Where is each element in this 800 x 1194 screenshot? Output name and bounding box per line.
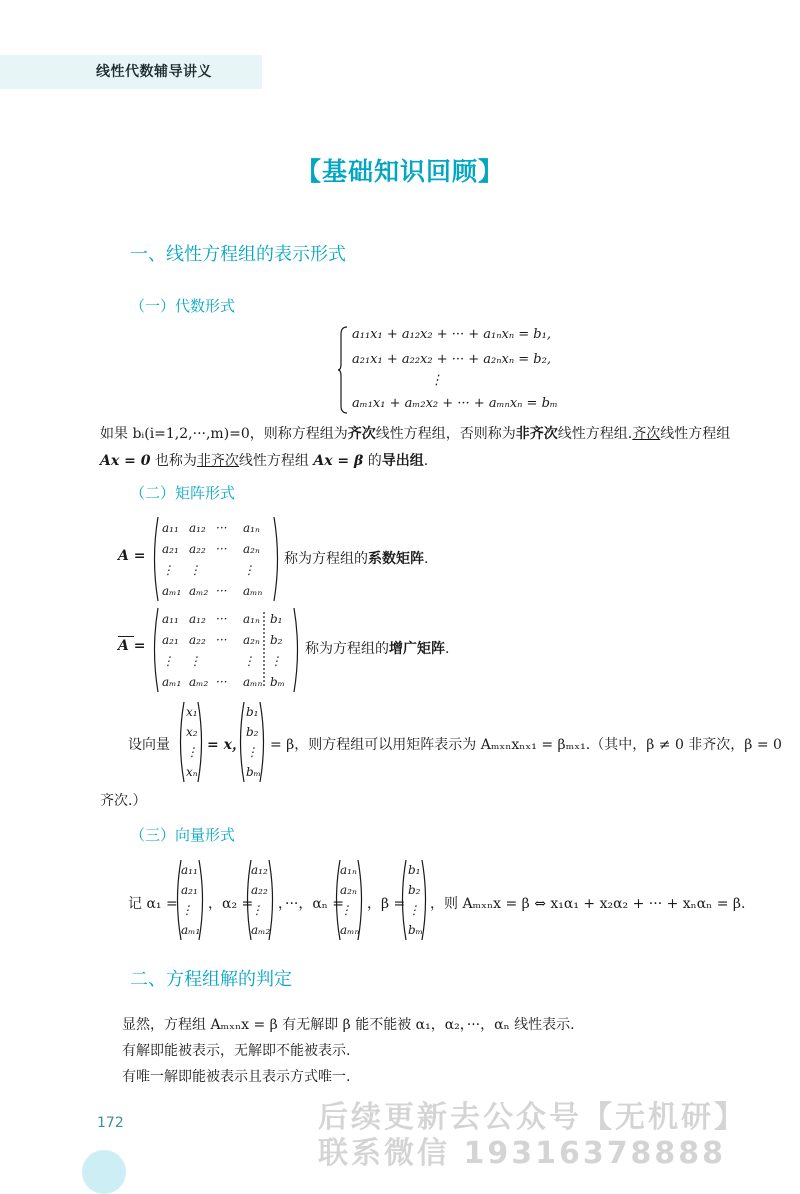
- matrix-entry: aₘ₂: [189, 584, 209, 598]
- matrix-entry: ···: [216, 584, 228, 598]
- sub1-heading: （一）代数形式: [130, 297, 236, 315]
- beta-label: ，β =: [367, 896, 406, 912]
- main-title: 【基础知识回顾】: [295, 157, 504, 186]
- matrix-entry: a₂ₙ: [340, 883, 357, 897]
- matrix-entry: ⋮: [186, 745, 198, 759]
- matrix-entry: a₁₁: [162, 612, 179, 626]
- alphan-vector: [332, 858, 366, 942]
- matrix-entry: aₘₙ: [340, 923, 360, 937]
- matrix-entry: ⋮: [162, 654, 174, 668]
- matrix-entry: a₁ₙ: [243, 612, 260, 626]
- sub3-heading: （三）向量形式: [130, 826, 236, 844]
- matrix-entry: b₂: [408, 883, 421, 897]
- matrix-entry: b₂: [270, 633, 283, 647]
- coefficient-matrix-caption: 称为方程组的系数矩阵.: [284, 551, 429, 567]
- matrix-entry: bₘ: [246, 765, 262, 779]
- matrix-entry: a₂₂: [251, 883, 268, 897]
- matrix-entry: ···: [216, 612, 228, 626]
- matrix-Abar-label: A =: [118, 638, 146, 654]
- matrix-entry: ⋮: [189, 654, 201, 668]
- coefficient-matrix: [150, 515, 282, 603]
- matrix-entry: a₂₂: [189, 542, 206, 556]
- alpha1-vector: [173, 858, 207, 942]
- sub2-heading: （二）矩阵形式: [130, 484, 236, 502]
- left-paren: [181, 702, 185, 782]
- x-vector-label: = x，: [207, 737, 246, 753]
- matrix-entry: a₂₁: [181, 883, 198, 897]
- matrix-entry: a₁₂: [251, 863, 268, 877]
- matrix-entry: a₂ₙ: [243, 633, 260, 647]
- matrix-entry: ⋮: [408, 903, 420, 917]
- matrix-entry: a₁₂: [189, 521, 206, 535]
- alphan-label: ，···，αₙ =: [278, 896, 345, 912]
- alpha2-label: ，α₂ =: [208, 896, 254, 912]
- matrix-entry: a₂₂: [189, 633, 206, 647]
- matrix-entry: a₂₁: [162, 633, 179, 647]
- matrix-entry: ⋮: [340, 903, 352, 917]
- section1-heading: 一、线性方程组的表示形式: [130, 244, 346, 265]
- matrix-entry: ⋮: [162, 563, 174, 577]
- alpha2-vector: [243, 858, 277, 942]
- matrix-entry: xₙ: [186, 765, 198, 779]
- left-paren: [155, 608, 159, 692]
- matrix-entry: a₁ₙ: [243, 521, 260, 535]
- matrix-entry: ⋮: [246, 745, 258, 759]
- matrix-entry: aₘ₂: [251, 923, 271, 937]
- matrix-entry: ···: [216, 521, 228, 535]
- homogeneous-note: 齐次.）: [100, 793, 147, 809]
- matrix-entry: b₁: [270, 612, 283, 626]
- alpha1-label: 记 α₁ =: [128, 896, 178, 912]
- matrix-entry: aₘ₁: [181, 923, 201, 937]
- system-brace: [338, 326, 348, 414]
- solution-line: 有唯一解即能被表示且表示方式唯一.: [122, 1069, 351, 1085]
- book-title: 线性代数辅导讲义: [96, 64, 212, 80]
- matrix-entry: x₂: [186, 725, 198, 739]
- right-paren: [198, 702, 202, 782]
- matrix-entry: aₘ₁: [162, 675, 182, 689]
- matrix-entry: ···: [216, 542, 228, 556]
- matrix-entry: a₁₂: [189, 612, 206, 626]
- matrix-A-label: A =: [118, 548, 146, 564]
- matrix-equation-text: = β，则方程组可以用矩阵表示为 Aₘₓₙxₙₓ₁ = βₘₓ₁.（其中，β ≠ 0 非齐次，β = 0: [270, 737, 782, 753]
- beta-vector: [398, 858, 430, 942]
- solution-line: 有解即能被表示，无解即不能被表示.: [122, 1043, 351, 1059]
- matrix-entry: a₂ₙ: [243, 542, 260, 556]
- b-vector: [236, 700, 268, 784]
- solution-line: 显然，方程组 Aₘₓₙx = β 有无解即 β 能不能被 α₁，α₂，···，αₙ 线性表示.: [122, 1017, 575, 1033]
- watermark-line2: 联系微信 19316378888: [318, 1136, 727, 1171]
- matrix-entry: a₁₁: [162, 521, 179, 535]
- matrix-entry: ⋮: [243, 654, 255, 668]
- left-paren: [241, 702, 245, 782]
- section2-heading: 二、方程组解的判定: [130, 969, 292, 990]
- matrix-entry: a₁₁: [181, 863, 198, 877]
- matrix-entry: ⋮: [243, 563, 255, 577]
- matrix-entry: b₁: [246, 705, 259, 719]
- matrix-entry: ⋮: [181, 903, 193, 917]
- left-paren: [403, 860, 407, 940]
- corner-decoration: [82, 1150, 126, 1194]
- augmented-matrix-caption: 称为方程组的增广矩阵.: [305, 641, 450, 657]
- right-paren: [294, 608, 298, 692]
- augmented-matrix: [150, 606, 302, 694]
- matrix-entry: bₘ: [408, 923, 424, 937]
- equation-row: aₘ₁x₁ + aₘ₂x₂ + ··· + aₘₙxₙ = bₘ: [352, 396, 558, 411]
- right-paren: [274, 517, 278, 601]
- matrix-entry: a₂₁: [162, 542, 179, 556]
- overbar: [118, 636, 134, 637]
- homogeneous-paragraph: 如果 bᵢ(i=1,2,···,m)=0，则称方程组为齐次线性方程组，否则称为非齐次线性方程组.齐次线性方程组 Ax = 0 也称为非齐次线性方程组 Ax = β 的导出组.: [100, 426, 731, 469]
- equation-row: a₂₁x₁ + a₂₂x₂ + ··· + a₂ₙxₙ = b₂,: [352, 352, 551, 367]
- matrix-entry: ···: [216, 633, 228, 647]
- matrix-entry: aₘ₂: [189, 675, 209, 689]
- equation-row: a₁₁x₁ + a₁₂x₂ + ··· + a₁ₙxₙ = b₁,: [352, 327, 551, 342]
- matrix-entry: ⋮: [251, 903, 263, 917]
- x-vector: [176, 700, 206, 784]
- page-number: 172: [97, 1115, 124, 1131]
- matrix-entry: b₂: [246, 725, 259, 739]
- matrix-entry: bₘ: [270, 675, 286, 689]
- vector-prefix: 设向量: [128, 737, 170, 753]
- equation-row-ellipsis: ⋮: [430, 373, 443, 388]
- matrix-entry: x₁: [186, 705, 198, 719]
- matrix-entry: ···: [216, 675, 228, 689]
- matrix-entry: b₁: [408, 863, 421, 877]
- left-paren: [155, 517, 159, 601]
- matrix-entry: aₘₙ: [243, 675, 263, 689]
- matrix-entry: aₘ₁: [162, 584, 182, 598]
- matrix-entry: ⋮: [189, 563, 201, 577]
- vector-equation-text: ，则 Aₘₓₙx = β ⇔ x₁α₁ + x₂α₂ + ··· + xₙαₙ = β.: [430, 896, 746, 912]
- matrix-entry: ⋮: [270, 654, 282, 668]
- matrix-entry: aₘₙ: [243, 584, 263, 598]
- watermark-line1: 后续更新去公众号【无机研】: [318, 1100, 747, 1135]
- matrix-entry: a₁ₙ: [340, 863, 357, 877]
